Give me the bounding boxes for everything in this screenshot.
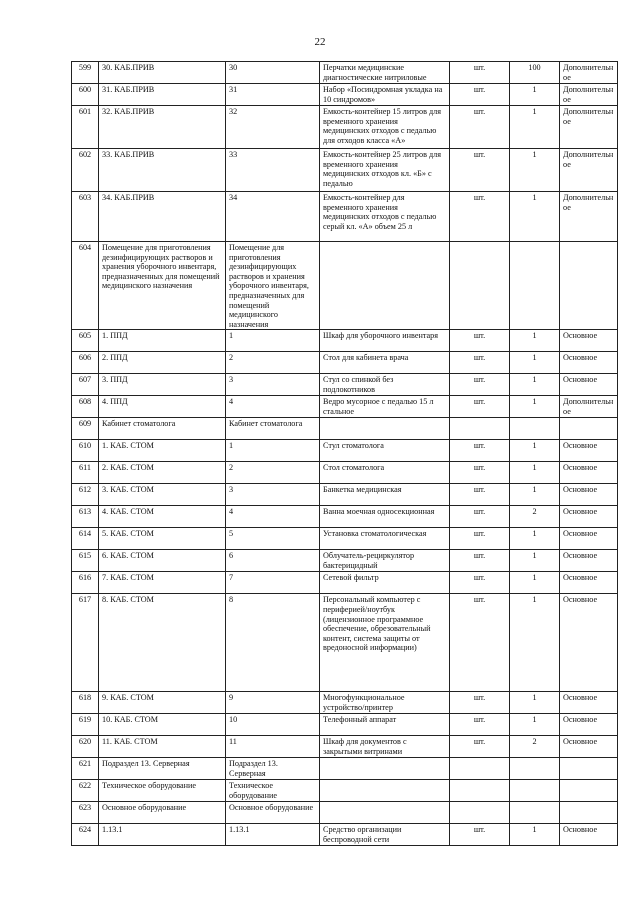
table-row [72, 62, 618, 84]
unit-cell: шт. [450, 374, 510, 396]
item-description-cell: Банкетка медицинская [320, 484, 450, 506]
item-name-cell: 31 [226, 84, 320, 106]
item-code-cell: 33. КАБ.ПРИВ [99, 149, 226, 192]
equipment-type-cell [560, 758, 618, 780]
row-number-cell: 610 [72, 440, 99, 462]
item-name-cell: 4 [226, 396, 320, 418]
unit-cell: шт. [450, 824, 510, 846]
table-body [72, 62, 618, 846]
item-name-cell: 10 [226, 714, 320, 736]
row-number-cell: 601 [72, 106, 99, 149]
item-name-cell: 8 [226, 594, 320, 692]
row-number-cell: 620 [72, 736, 99, 758]
item-code-cell: Помещение для приготовления дезинфицирующих растворов и хранения уборочного инвентаря, предназначенных для помещений медицинского назначения [99, 242, 226, 330]
unit-cell [450, 758, 510, 780]
row-number-cell: 600 [72, 84, 99, 106]
item-name-cell: 32 [226, 106, 320, 149]
unit-cell [450, 418, 510, 440]
row-number-cell: 605 [72, 330, 99, 352]
unit-cell: шт. [450, 106, 510, 149]
unit-cell: шт. [450, 484, 510, 506]
unit-cell: шт. [450, 62, 510, 84]
quantity-cell: 1 [510, 192, 560, 242]
table-row [72, 84, 618, 106]
unit-cell: шт. [450, 352, 510, 374]
item-description-cell: Стол стоматолога [320, 462, 450, 484]
page-number: 22 [314, 36, 326, 48]
unit-cell: шт. [450, 462, 510, 484]
quantity-cell: 1 [510, 440, 560, 462]
item-code-cell: 7. КАБ. СТОМ [99, 572, 226, 594]
item-name-cell: 1 [226, 330, 320, 352]
item-description-cell: Облучатель-рециркулятор бактерицидный [320, 550, 450, 572]
item-name-cell: Основное оборудование [226, 802, 320, 824]
quantity-cell: 1 [510, 462, 560, 484]
equipment-type-cell: Основное [560, 462, 618, 484]
equipment-type-cell: Дополнительное [560, 396, 618, 418]
item-code-cell: 31. КАБ.ПРИВ [99, 84, 226, 106]
item-name-cell: 7 [226, 572, 320, 594]
row-number-cell: 603 [72, 192, 99, 242]
item-code-cell: 2. ППД [99, 352, 226, 374]
row-number-cell: 599 [72, 62, 99, 84]
table-row [72, 149, 618, 192]
equipment-type-cell: Основное [560, 736, 618, 758]
item-description-cell [320, 242, 450, 330]
quantity-cell: 1 [510, 550, 560, 572]
item-name-cell: 1 [226, 440, 320, 462]
table-row [72, 506, 618, 528]
item-description-cell: Шкаф для уборочного инвентаря [320, 330, 450, 352]
unit-cell: шт. [450, 528, 510, 550]
row-number-cell: 614 [72, 528, 99, 550]
row-number-cell: 617 [72, 594, 99, 692]
quantity-cell: 100 [510, 62, 560, 84]
unit-cell: шт. [450, 714, 510, 736]
item-description-cell: Ванна моечная односекционная [320, 506, 450, 528]
item-name-cell: 2 [226, 352, 320, 374]
equipment-type-cell: Основное [560, 440, 618, 462]
quantity-cell: 1 [510, 692, 560, 714]
item-code-cell: 9. КАБ. СТОМ [99, 692, 226, 714]
quantity-cell [510, 780, 560, 802]
item-name-cell: 6 [226, 550, 320, 572]
row-number-cell: 618 [72, 692, 99, 714]
table-row [72, 374, 618, 396]
equipment-type-cell: Дополнительное [560, 192, 618, 242]
item-description-cell: Ведро мусорное с педалью 15 л стальное [320, 396, 450, 418]
quantity-cell: 2 [510, 506, 560, 528]
row-number-cell: 602 [72, 149, 99, 192]
quantity-cell: 1 [510, 330, 560, 352]
item-description-cell: Сетевой фильтр [320, 572, 450, 594]
item-description-cell: Средство организации беспроводной сети [320, 824, 450, 846]
table-row [72, 192, 618, 242]
item-name-cell: Кабинет стоматолога [226, 418, 320, 440]
equipment-type-cell: Дополнительное [560, 149, 618, 192]
equipment-type-cell: Основное [560, 528, 618, 550]
quantity-cell: 1 [510, 484, 560, 506]
equipment-type-cell: Основное [560, 594, 618, 692]
equipment-type-cell [560, 802, 618, 824]
row-number-cell: 619 [72, 714, 99, 736]
item-code-cell: 10. КАБ. СТОМ [99, 714, 226, 736]
equipment-type-cell [560, 242, 618, 330]
item-description-cell: Многофункциональное устройство/принтер [320, 692, 450, 714]
item-name-cell: 33 [226, 149, 320, 192]
item-code-cell: Подраздел 13. Серверная [99, 758, 226, 780]
item-description-cell [320, 802, 450, 824]
item-name-cell: Техническое оборудование [226, 780, 320, 802]
row-number-cell: 611 [72, 462, 99, 484]
item-code-cell: 1. КАБ. СТОМ [99, 440, 226, 462]
equipment-type-cell: Дополнительное [560, 84, 618, 106]
item-code-cell: 2. КАБ. СТОМ [99, 462, 226, 484]
row-number-cell: 606 [72, 352, 99, 374]
item-name-cell: 5 [226, 528, 320, 550]
row-number-cell: 616 [72, 572, 99, 594]
item-code-cell: 5. КАБ. СТОМ [99, 528, 226, 550]
item-description-cell: Установка стоматологическая [320, 528, 450, 550]
quantity-cell: 1 [510, 594, 560, 692]
item-name-cell: 4 [226, 506, 320, 528]
item-code-cell: Кабинет стоматолога [99, 418, 226, 440]
unit-cell: шт. [450, 506, 510, 528]
quantity-cell: 2 [510, 736, 560, 758]
equipment-type-cell: Основное [560, 550, 618, 572]
table-row [72, 758, 618, 780]
quantity-cell: 1 [510, 149, 560, 192]
item-name-cell: 2 [226, 462, 320, 484]
table-row [72, 594, 618, 692]
item-description-cell: Набор «Посиндромная укладка на 10 синдромов» [320, 84, 450, 106]
table-row [72, 736, 618, 758]
table-row [72, 242, 618, 330]
table-row [72, 484, 618, 506]
item-name-cell: Подраздел 13. Серверная [226, 758, 320, 780]
equipment-type-cell: Основное [560, 572, 618, 594]
item-name-cell: 9 [226, 692, 320, 714]
quantity-cell: 1 [510, 106, 560, 149]
table-row [72, 462, 618, 484]
table-row [72, 352, 618, 374]
row-number-cell: 609 [72, 418, 99, 440]
table-row [72, 418, 618, 440]
item-description-cell [320, 758, 450, 780]
item-code-cell: Основное оборудование [99, 802, 226, 824]
item-code-cell: 32. КАБ.ПРИВ [99, 106, 226, 149]
table-row [72, 528, 618, 550]
row-number-cell: 608 [72, 396, 99, 418]
item-description-cell: Стол для кабинета врача [320, 352, 450, 374]
unit-cell: шт. [450, 396, 510, 418]
item-description-cell: Емкость-контейнер для временного хранения медицинских отходов с педалью серый кл. «А» объем 25 л [320, 192, 450, 242]
row-number-cell: 607 [72, 374, 99, 396]
unit-cell: шт. [450, 330, 510, 352]
row-number-cell: 622 [72, 780, 99, 802]
quantity-cell: 1 [510, 84, 560, 106]
item-code-cell: 30. КАБ.ПРИВ [99, 62, 226, 84]
item-name-cell: 3 [226, 484, 320, 506]
item-code-cell: 3. КАБ. СТОМ [99, 484, 226, 506]
item-description-cell: Перчатки медицинские диагностические нитриловые [320, 62, 450, 84]
equipment-type-cell: Дополнительное [560, 62, 618, 84]
table-row [72, 330, 618, 352]
table-row [72, 572, 618, 594]
item-name-cell: 30 [226, 62, 320, 84]
unit-cell: шт. [450, 192, 510, 242]
row-number-cell: 623 [72, 802, 99, 824]
item-code-cell: 34. КАБ.ПРИВ [99, 192, 226, 242]
equipment-type-cell: Дополнительное [560, 106, 618, 149]
unit-cell [450, 242, 510, 330]
item-code-cell: 3. ППД [99, 374, 226, 396]
item-description-cell: Телефонный аппарат [320, 714, 450, 736]
row-number-cell: 624 [72, 824, 99, 846]
quantity-cell [510, 802, 560, 824]
item-code-cell: 6. КАБ. СТОМ [99, 550, 226, 572]
quantity-cell: 1 [510, 374, 560, 396]
quantity-cell: 1 [510, 714, 560, 736]
item-description-cell: Емкость-контейнер 15 литров для временного хранения медицинских отходов с педалью для отходов класса «А» [320, 106, 450, 149]
equipment-type-cell [560, 780, 618, 802]
equipment-type-cell: Основное [560, 824, 618, 846]
unit-cell [450, 780, 510, 802]
table-row [72, 780, 618, 802]
equipment-table [71, 61, 618, 846]
item-name-cell: 11 [226, 736, 320, 758]
item-name-cell: Помещение для приготовления дезинфицирующих растворов и хранения уборочного инвентаря, предназначенных для помещений медицинского назначения [226, 242, 320, 330]
quantity-cell: 1 [510, 824, 560, 846]
item-description-cell: Стул стоматолога [320, 440, 450, 462]
item-code-cell: 11. КАБ. СТОМ [99, 736, 226, 758]
item-description-cell [320, 418, 450, 440]
equipment-type-cell: Основное [560, 352, 618, 374]
equipment-type-cell: Основное [560, 330, 618, 352]
table-row [72, 692, 618, 714]
unit-cell: шт. [450, 440, 510, 462]
unit-cell: шт. [450, 550, 510, 572]
quantity-cell [510, 758, 560, 780]
item-description-cell [320, 780, 450, 802]
unit-cell: шт. [450, 692, 510, 714]
item-code-cell: 1.13.1 [99, 824, 226, 846]
equipment-type-cell: Основное [560, 714, 618, 736]
item-name-cell: 1.13.1 [226, 824, 320, 846]
item-name-cell: 34 [226, 192, 320, 242]
table-row [72, 802, 618, 824]
row-number-cell: 621 [72, 758, 99, 780]
item-code-cell: 4. ППД [99, 396, 226, 418]
item-code-cell: Техническое оборудование [99, 780, 226, 802]
row-number-cell: 615 [72, 550, 99, 572]
table-row [72, 396, 618, 418]
equipment-type-cell: Основное [560, 692, 618, 714]
item-description-cell: Емкость-контейнер 25 литров для временного хранения медицинских отходов кл. «Б» с педалью [320, 149, 450, 192]
quantity-cell: 1 [510, 528, 560, 550]
quantity-cell: 1 [510, 352, 560, 374]
item-description-cell: Стул со спинкой без подлокотников [320, 374, 450, 396]
unit-cell: шт. [450, 572, 510, 594]
table-row [72, 550, 618, 572]
item-code-cell: 1. ППД [99, 330, 226, 352]
unit-cell: шт. [450, 84, 510, 106]
unit-cell: шт. [450, 736, 510, 758]
quantity-cell [510, 418, 560, 440]
table-row [72, 714, 618, 736]
equipment-type-cell [560, 418, 618, 440]
equipment-type-cell: Основное [560, 374, 618, 396]
item-description-cell: Шкаф для документов с закрытыми витринами [320, 736, 450, 758]
table-row [72, 106, 618, 149]
quantity-cell: 1 [510, 396, 560, 418]
unit-cell: шт. [450, 594, 510, 692]
quantity-cell: 1 [510, 572, 560, 594]
item-description-cell: Персональный компьютер с периферией/ноутбук (лицензионное программное обеспечение, обрезовательный контент, система защиты от вредоносной информации) [320, 594, 450, 692]
item-code-cell: 8. КАБ. СТОМ [99, 594, 226, 692]
table-row [72, 824, 618, 846]
row-number-cell: 604 [72, 242, 99, 330]
item-code-cell: 4. КАБ. СТОМ [99, 506, 226, 528]
equipment-type-cell: Основное [560, 506, 618, 528]
row-number-cell: 613 [72, 506, 99, 528]
quantity-cell [510, 242, 560, 330]
table-row [72, 440, 618, 462]
unit-cell [450, 802, 510, 824]
unit-cell: шт. [450, 149, 510, 192]
item-name-cell: 3 [226, 374, 320, 396]
equipment-type-cell: Основное [560, 484, 618, 506]
row-number-cell: 612 [72, 484, 99, 506]
